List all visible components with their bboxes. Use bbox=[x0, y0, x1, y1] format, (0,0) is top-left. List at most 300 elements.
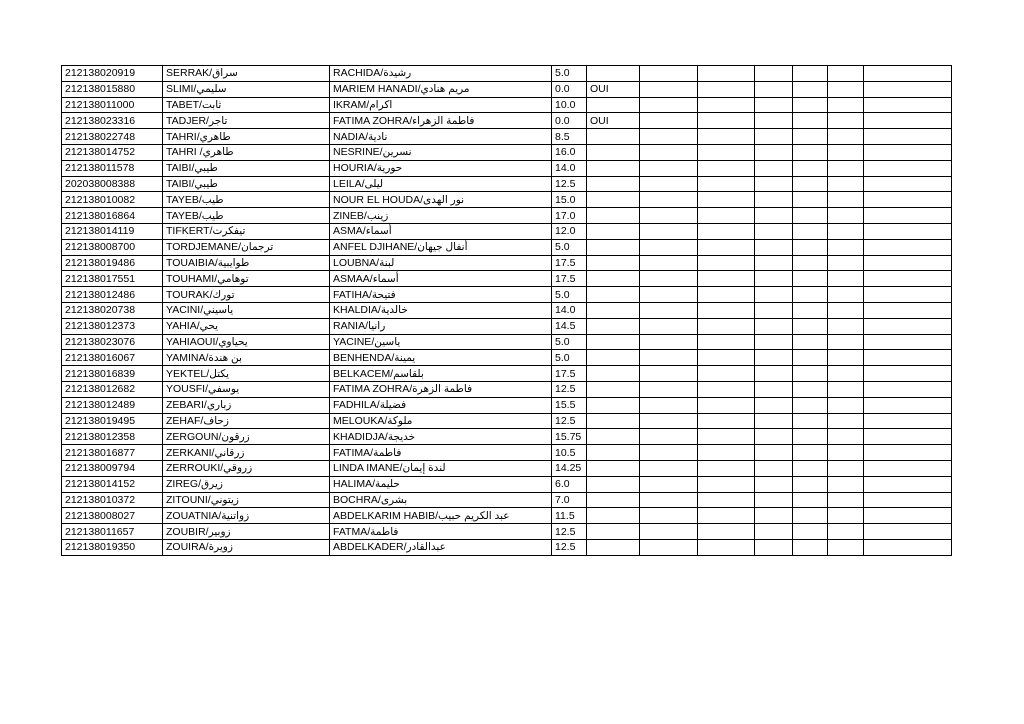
last-name-cell: YAMINA/بن هندة bbox=[163, 350, 330, 366]
empty-cell bbox=[755, 492, 793, 508]
absence-flag-cell bbox=[587, 476, 640, 492]
table-row bbox=[62, 160, 952, 176]
empty-cell bbox=[698, 492, 755, 508]
empty-cell bbox=[698, 239, 755, 255]
empty-cell bbox=[755, 460, 793, 476]
empty-cell bbox=[640, 302, 698, 318]
empty-cell bbox=[864, 413, 952, 429]
empty-cell bbox=[640, 81, 698, 97]
absence-flag-cell bbox=[587, 129, 640, 145]
empty-cell bbox=[698, 524, 755, 540]
first-name-cell: NESRINE/نسرين bbox=[330, 144, 552, 160]
table-row bbox=[62, 255, 952, 271]
empty-cell bbox=[698, 429, 755, 445]
student-id-cell: 212138012489 bbox=[62, 397, 163, 413]
grade-cell: 5.0 bbox=[552, 334, 587, 350]
empty-cell bbox=[793, 508, 828, 524]
empty-cell bbox=[640, 223, 698, 239]
empty-cell bbox=[864, 144, 952, 160]
student-id-cell: 212138012682 bbox=[62, 381, 163, 397]
first-name-cell: ASMAA/أسماء bbox=[330, 271, 552, 287]
first-name-cell: YACINE/ياسين bbox=[330, 334, 552, 350]
absence-flag-cell bbox=[587, 160, 640, 176]
grade-cell: 5.0 bbox=[552, 350, 587, 366]
empty-cell bbox=[640, 492, 698, 508]
empty-cell bbox=[793, 208, 828, 224]
empty-cell bbox=[698, 476, 755, 492]
empty-cell bbox=[793, 287, 828, 303]
first-name-cell: BELKACEM/بلقاسم bbox=[330, 366, 552, 382]
student-id-cell: 212138010372 bbox=[62, 492, 163, 508]
student-id-cell: 202038008388 bbox=[62, 176, 163, 192]
table-row bbox=[62, 397, 952, 413]
empty-cell bbox=[755, 287, 793, 303]
student-id-cell: 212138017551 bbox=[62, 271, 163, 287]
first-name-cell: LOUBNA/لبنة bbox=[330, 255, 552, 271]
absence-flag-cell bbox=[587, 287, 640, 303]
table-row bbox=[62, 508, 952, 524]
grade-cell: 15.5 bbox=[552, 397, 587, 413]
first-name-cell: FATIMA/فاطمة bbox=[330, 445, 552, 461]
empty-cell bbox=[698, 66, 755, 82]
last-name-cell: TOUAIBIA/طوايبية bbox=[163, 255, 330, 271]
empty-cell bbox=[698, 413, 755, 429]
empty-cell bbox=[698, 271, 755, 287]
empty-cell bbox=[755, 113, 793, 129]
last-name-cell: TAIBI/طيبي bbox=[163, 176, 330, 192]
empty-cell bbox=[640, 208, 698, 224]
absence-flag-cell: OUI bbox=[587, 81, 640, 97]
absence-flag-cell bbox=[587, 318, 640, 334]
empty-cell bbox=[755, 397, 793, 413]
empty-cell bbox=[793, 176, 828, 192]
empty-cell bbox=[698, 176, 755, 192]
empty-cell bbox=[828, 208, 864, 224]
empty-cell bbox=[755, 334, 793, 350]
empty-cell bbox=[755, 81, 793, 97]
empty-cell bbox=[640, 381, 698, 397]
empty-cell bbox=[793, 445, 828, 461]
grade-cell: 12.5 bbox=[552, 524, 587, 540]
empty-cell bbox=[755, 192, 793, 208]
empty-cell bbox=[864, 239, 952, 255]
empty-cell bbox=[793, 334, 828, 350]
empty-cell bbox=[793, 366, 828, 382]
table-row bbox=[62, 271, 952, 287]
empty-cell bbox=[793, 129, 828, 145]
empty-cell bbox=[755, 413, 793, 429]
empty-cell bbox=[698, 144, 755, 160]
empty-cell bbox=[698, 129, 755, 145]
empty-cell bbox=[640, 508, 698, 524]
empty-cell bbox=[698, 318, 755, 334]
table-row bbox=[62, 208, 952, 224]
table-row bbox=[62, 524, 952, 540]
empty-cell bbox=[640, 271, 698, 287]
empty-cell bbox=[640, 318, 698, 334]
empty-cell bbox=[793, 492, 828, 508]
empty-cell bbox=[828, 271, 864, 287]
empty-cell bbox=[698, 334, 755, 350]
empty-cell bbox=[864, 176, 952, 192]
student-id-cell: 212138012373 bbox=[62, 318, 163, 334]
empty-cell bbox=[864, 381, 952, 397]
last-name-cell: SERRAK/سراق bbox=[163, 66, 330, 82]
table-row bbox=[62, 539, 952, 555]
table-row bbox=[62, 318, 952, 334]
empty-cell bbox=[864, 255, 952, 271]
empty-cell bbox=[828, 129, 864, 145]
empty-cell bbox=[793, 66, 828, 82]
empty-cell bbox=[828, 334, 864, 350]
absence-flag-cell bbox=[587, 429, 640, 445]
empty-cell bbox=[793, 429, 828, 445]
student-id-cell: 212138019486 bbox=[62, 255, 163, 271]
grade-cell: 7.0 bbox=[552, 492, 587, 508]
first-name-cell: FATIMA ZOHRA/فاطمة الزهراء bbox=[330, 113, 552, 129]
absence-flag-cell bbox=[587, 445, 640, 461]
first-name-cell: ABDELKARIM HABIB/عبد الكريم حبيب bbox=[330, 508, 552, 524]
student-id-cell: 212138010082 bbox=[62, 192, 163, 208]
grade-cell: 15.75 bbox=[552, 429, 587, 445]
student-id-cell: 212138023076 bbox=[62, 334, 163, 350]
empty-cell bbox=[828, 287, 864, 303]
last-name-cell: ZERGOUN/زرقون bbox=[163, 429, 330, 445]
grade-cell: 11.5 bbox=[552, 508, 587, 524]
grades-table bbox=[61, 65, 952, 556]
student-id-cell: 212138016877 bbox=[62, 445, 163, 461]
first-name-cell: NADIA/نادية bbox=[330, 129, 552, 145]
absence-flag-cell: OUI bbox=[587, 113, 640, 129]
empty-cell bbox=[793, 397, 828, 413]
first-name-cell: KHALDIA/خالدية bbox=[330, 302, 552, 318]
empty-cell bbox=[755, 129, 793, 145]
empty-cell bbox=[864, 524, 952, 540]
grade-cell: 16.0 bbox=[552, 144, 587, 160]
empty-cell bbox=[864, 223, 952, 239]
empty-cell bbox=[698, 81, 755, 97]
empty-cell bbox=[698, 539, 755, 555]
empty-cell bbox=[755, 271, 793, 287]
empty-cell bbox=[793, 539, 828, 555]
student-id-cell: 212138014752 bbox=[62, 144, 163, 160]
empty-cell bbox=[640, 524, 698, 540]
first-name-cell: RACHIDA/رشيدة bbox=[330, 66, 552, 82]
empty-cell bbox=[755, 508, 793, 524]
empty-cell bbox=[793, 113, 828, 129]
last-name-cell: ZOUIRA/زويرة bbox=[163, 539, 330, 555]
empty-cell bbox=[640, 460, 698, 476]
empty-cell bbox=[793, 97, 828, 113]
empty-cell bbox=[793, 255, 828, 271]
absence-flag-cell bbox=[587, 302, 640, 318]
empty-cell bbox=[793, 381, 828, 397]
first-name-cell: HALIMA/حليمة bbox=[330, 476, 552, 492]
empty-cell bbox=[755, 524, 793, 540]
first-name-cell: NOUR EL HOUDA/نور الهدى bbox=[330, 192, 552, 208]
first-name-cell: KHADIDJA/خديجة bbox=[330, 429, 552, 445]
empty-cell bbox=[864, 350, 952, 366]
last-name-cell: ZOUATNIA/زواتنية bbox=[163, 508, 330, 524]
last-name-cell: ZITOUNI/زيتوني bbox=[163, 492, 330, 508]
empty-cell bbox=[698, 287, 755, 303]
student-id-cell: 212138011657 bbox=[62, 524, 163, 540]
empty-cell bbox=[828, 539, 864, 555]
empty-cell bbox=[698, 381, 755, 397]
empty-cell bbox=[640, 97, 698, 113]
student-id-cell: 212138011000 bbox=[62, 97, 163, 113]
empty-cell bbox=[828, 381, 864, 397]
empty-cell bbox=[793, 192, 828, 208]
absence-flag-cell bbox=[587, 350, 640, 366]
grade-cell: 15.0 bbox=[552, 192, 587, 208]
first-name-cell: ZINEB/زينب bbox=[330, 208, 552, 224]
empty-cell bbox=[864, 302, 952, 318]
empty-cell bbox=[828, 81, 864, 97]
empty-cell bbox=[828, 318, 864, 334]
empty-cell bbox=[793, 144, 828, 160]
table-row bbox=[62, 302, 952, 318]
empty-cell bbox=[793, 302, 828, 318]
student-id-cell: 212138023316 bbox=[62, 113, 163, 129]
empty-cell bbox=[828, 97, 864, 113]
empty-cell bbox=[755, 539, 793, 555]
table-row bbox=[62, 66, 952, 82]
empty-cell bbox=[864, 492, 952, 508]
grade-cell: 0.0 bbox=[552, 113, 587, 129]
empty-cell bbox=[640, 287, 698, 303]
empty-cell bbox=[640, 397, 698, 413]
table-row bbox=[62, 366, 952, 382]
empty-cell bbox=[755, 350, 793, 366]
empty-cell bbox=[640, 255, 698, 271]
absence-flag-cell bbox=[587, 381, 640, 397]
student-id-cell: 212138012358 bbox=[62, 429, 163, 445]
empty-cell bbox=[755, 239, 793, 255]
last-name-cell: YACINI/ياسيني bbox=[163, 302, 330, 318]
last-name-cell: TAHRI /طاهري bbox=[163, 144, 330, 160]
grade-cell: 12.5 bbox=[552, 539, 587, 555]
table-row bbox=[62, 144, 952, 160]
first-name-cell: FATIHA/فتيحة bbox=[330, 287, 552, 303]
empty-cell bbox=[640, 539, 698, 555]
absence-flag-cell bbox=[587, 334, 640, 350]
student-id-cell: 212138016839 bbox=[62, 366, 163, 382]
student-id-cell: 212138016864 bbox=[62, 208, 163, 224]
first-name-cell: RANIA/رانيا bbox=[330, 318, 552, 334]
student-id-cell: 212138016067 bbox=[62, 350, 163, 366]
table-row bbox=[62, 97, 952, 113]
last-name-cell: TORDJEMANE/ترجمان bbox=[163, 239, 330, 255]
empty-cell bbox=[640, 429, 698, 445]
grade-cell: 10.5 bbox=[552, 445, 587, 461]
table-row bbox=[62, 287, 952, 303]
last-name-cell: ZEHAF/زحاف bbox=[163, 413, 330, 429]
grade-cell: 12.5 bbox=[552, 176, 587, 192]
first-name-cell: BENHENDA/يمينة bbox=[330, 350, 552, 366]
empty-cell bbox=[698, 397, 755, 413]
last-name-cell: ZERROUKI/زروقي bbox=[163, 460, 330, 476]
last-name-cell: TAYEB/طيب bbox=[163, 192, 330, 208]
empty-cell bbox=[864, 508, 952, 524]
empty-cell bbox=[698, 223, 755, 239]
empty-cell bbox=[793, 460, 828, 476]
student-id-cell: 212138019350 bbox=[62, 539, 163, 555]
empty-cell bbox=[864, 81, 952, 97]
empty-cell bbox=[640, 66, 698, 82]
student-id-cell: 212138012486 bbox=[62, 287, 163, 303]
student-id-cell: 212138020738 bbox=[62, 302, 163, 318]
first-name-cell: BOCHRA/بشرى bbox=[330, 492, 552, 508]
empty-cell bbox=[828, 66, 864, 82]
empty-cell bbox=[793, 223, 828, 239]
table-row bbox=[62, 476, 952, 492]
last-name-cell: SLIMI/سليمي bbox=[163, 81, 330, 97]
absence-flag-cell bbox=[587, 492, 640, 508]
empty-cell bbox=[698, 350, 755, 366]
empty-cell bbox=[828, 223, 864, 239]
grade-cell: 12.0 bbox=[552, 223, 587, 239]
grade-cell: 10.0 bbox=[552, 97, 587, 113]
empty-cell bbox=[755, 476, 793, 492]
student-id-cell: 212138014152 bbox=[62, 476, 163, 492]
first-name-cell: IKRAM/اكرام bbox=[330, 97, 552, 113]
empty-cell bbox=[828, 160, 864, 176]
table-row bbox=[62, 381, 952, 397]
table-row bbox=[62, 129, 952, 145]
empty-cell bbox=[698, 366, 755, 382]
empty-cell bbox=[640, 445, 698, 461]
grade-cell: 17.5 bbox=[552, 271, 587, 287]
first-name-cell: LINDA IMANE/لندة إيمان bbox=[330, 460, 552, 476]
grade-cell: 14.0 bbox=[552, 302, 587, 318]
grades-table-body bbox=[62, 66, 952, 556]
empty-cell bbox=[828, 113, 864, 129]
student-id-cell: 212138008027 bbox=[62, 508, 163, 524]
empty-cell bbox=[793, 271, 828, 287]
empty-cell bbox=[864, 271, 952, 287]
first-name-cell: ABDELKADER/عبدالقادر bbox=[330, 539, 552, 555]
empty-cell bbox=[640, 239, 698, 255]
absence-flag-cell bbox=[587, 176, 640, 192]
empty-cell bbox=[755, 318, 793, 334]
absence-flag-cell bbox=[587, 366, 640, 382]
last-name-cell: TOUHAMI/توهامي bbox=[163, 271, 330, 287]
empty-cell bbox=[793, 160, 828, 176]
empty-cell bbox=[864, 66, 952, 82]
absence-flag-cell bbox=[587, 271, 640, 287]
empty-cell bbox=[864, 539, 952, 555]
grade-cell: 5.0 bbox=[552, 287, 587, 303]
empty-cell bbox=[828, 445, 864, 461]
last-name-cell: YOUSFI/يوسفي bbox=[163, 381, 330, 397]
empty-cell bbox=[698, 302, 755, 318]
empty-cell bbox=[864, 366, 952, 382]
empty-cell bbox=[755, 97, 793, 113]
first-name-cell: ANFEL DJIHANE/أنفال جيهان bbox=[330, 239, 552, 255]
empty-cell bbox=[864, 476, 952, 492]
empty-cell bbox=[828, 176, 864, 192]
first-name-cell: ASMA/أسماء bbox=[330, 223, 552, 239]
table-row bbox=[62, 81, 952, 97]
empty-cell bbox=[640, 113, 698, 129]
empty-cell bbox=[793, 239, 828, 255]
empty-cell bbox=[755, 208, 793, 224]
empty-cell bbox=[828, 524, 864, 540]
absence-flag-cell bbox=[587, 66, 640, 82]
table-row bbox=[62, 113, 952, 129]
absence-flag-cell bbox=[587, 460, 640, 476]
absence-flag-cell bbox=[587, 192, 640, 208]
empty-cell bbox=[755, 429, 793, 445]
empty-cell bbox=[864, 397, 952, 413]
empty-cell bbox=[755, 445, 793, 461]
grade-cell: 14.5 bbox=[552, 318, 587, 334]
student-id-cell: 212138022748 bbox=[62, 129, 163, 145]
last-name-cell: TADJER/تاجر bbox=[163, 113, 330, 129]
absence-flag-cell bbox=[587, 397, 640, 413]
empty-cell bbox=[864, 160, 952, 176]
absence-flag-cell bbox=[587, 223, 640, 239]
empty-cell bbox=[698, 508, 755, 524]
last-name-cell: ZERKANI/زرقاني bbox=[163, 445, 330, 461]
empty-cell bbox=[793, 476, 828, 492]
empty-cell bbox=[828, 144, 864, 160]
empty-cell bbox=[828, 302, 864, 318]
empty-cell bbox=[793, 350, 828, 366]
empty-cell bbox=[864, 334, 952, 350]
grade-cell: 6.0 bbox=[552, 476, 587, 492]
last-name-cell: YAHIA/يحي bbox=[163, 318, 330, 334]
table-row bbox=[62, 334, 952, 350]
empty-cell bbox=[640, 144, 698, 160]
first-name-cell: MELOUKA/ملوكة bbox=[330, 413, 552, 429]
table-row bbox=[62, 492, 952, 508]
last-name-cell: YEKTEL/يكتل bbox=[163, 366, 330, 382]
empty-cell bbox=[864, 192, 952, 208]
last-name-cell: ZOUBIR/زوبير bbox=[163, 524, 330, 540]
absence-flag-cell bbox=[587, 413, 640, 429]
empty-cell bbox=[864, 97, 952, 113]
empty-cell bbox=[828, 239, 864, 255]
absence-flag-cell bbox=[587, 508, 640, 524]
table-row bbox=[62, 192, 952, 208]
last-name-cell: TAYEB/طيب bbox=[163, 208, 330, 224]
grade-cell: 17.5 bbox=[552, 366, 587, 382]
student-id-cell: 212138019495 bbox=[62, 413, 163, 429]
empty-cell bbox=[640, 366, 698, 382]
empty-cell bbox=[640, 192, 698, 208]
absence-flag-cell bbox=[587, 208, 640, 224]
empty-cell bbox=[755, 144, 793, 160]
table-row bbox=[62, 350, 952, 366]
grade-cell: 17.5 bbox=[552, 255, 587, 271]
empty-cell bbox=[755, 255, 793, 271]
empty-cell bbox=[698, 445, 755, 461]
empty-cell bbox=[755, 381, 793, 397]
absence-flag-cell bbox=[587, 144, 640, 160]
empty-cell bbox=[828, 460, 864, 476]
student-id-cell: 212138020919 bbox=[62, 66, 163, 82]
last-name-cell: TAIBI/طيبي bbox=[163, 160, 330, 176]
first-name-cell: MARIEM HANADI/مريم هنادي bbox=[330, 81, 552, 97]
empty-cell bbox=[864, 287, 952, 303]
empty-cell bbox=[640, 160, 698, 176]
last-name-cell: YAHIAOUI/يحياوي bbox=[163, 334, 330, 350]
grade-cell: 12.5 bbox=[552, 413, 587, 429]
empty-cell bbox=[640, 334, 698, 350]
empty-cell bbox=[828, 492, 864, 508]
